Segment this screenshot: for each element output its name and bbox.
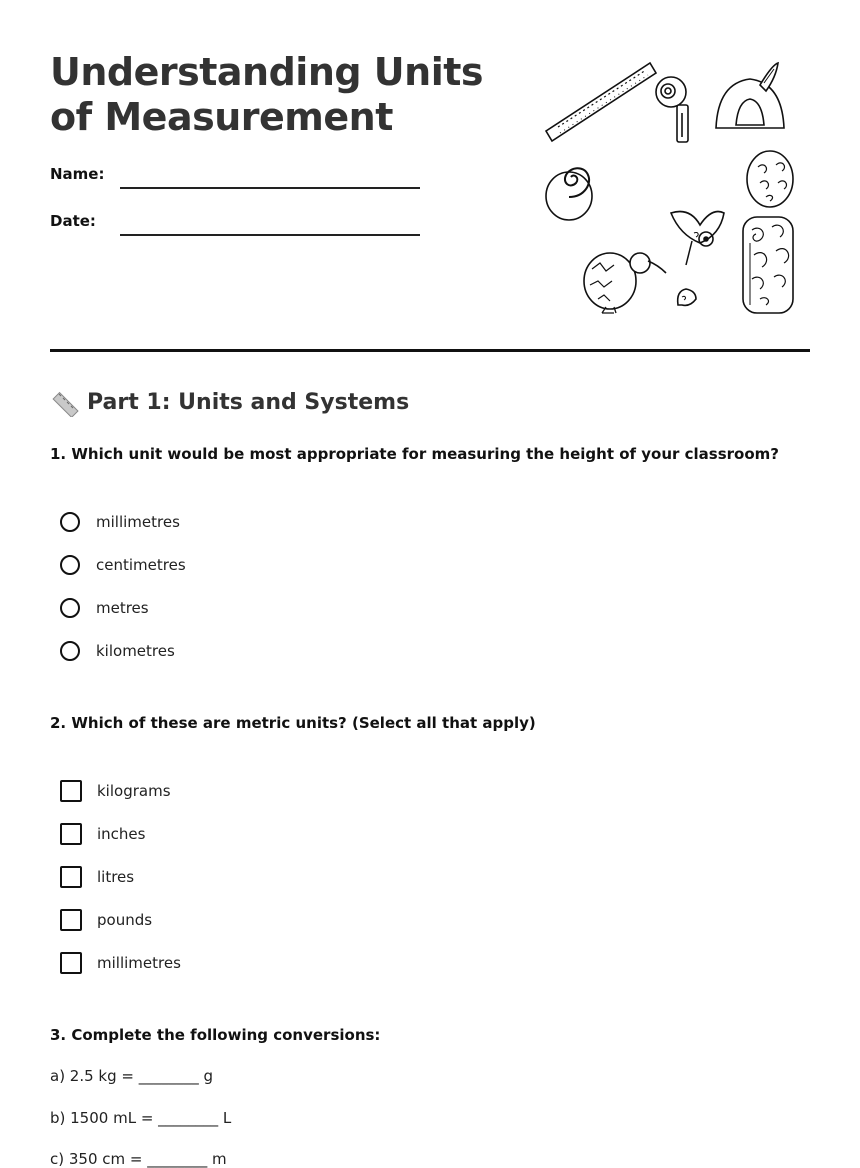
q1-option-kilometres[interactable] [60,638,175,664]
name-input-line[interactable] [120,187,420,189]
q1-option-millimetres[interactable] [60,509,180,535]
q2-option-litres[interactable] [60,864,134,890]
option-label: metres [96,599,149,617]
q2-option-inches[interactable] [60,821,145,847]
checkbox[interactable] [60,780,82,802]
option-label: litres [97,868,135,886]
q2-option-kilograms[interactable] [60,778,171,804]
option-label: centimetres [96,556,186,574]
option-label: kilograms [97,782,171,800]
carved-oval-illustration [747,151,793,207]
option-label: millimetres [96,513,180,531]
radio-button[interactable] [60,512,80,532]
q1-option-centimetres[interactable] [60,552,186,578]
radio-button[interactable] [60,598,80,618]
ruler-icon [50,388,79,417]
ruler-illustration [546,63,656,141]
pin-illustration [656,77,688,142]
kiwi-bird-illustration [584,253,666,313]
conversion-c[interactable]: c) 350 cm = ________ m [50,1150,227,1168]
carved-tiki-illustration [743,217,793,313]
question-3: 3. Complete the following conversions: [50,1026,381,1044]
conversion-b[interactable]: b) 1500 mL = ________ L [50,1109,232,1127]
worksheet-title: Understanding Units of Measurement [50,50,484,139]
checkbox[interactable] [60,823,82,845]
q2-option-pounds[interactable] [60,907,152,933]
checkbox[interactable] [60,952,82,974]
conversion-a[interactable]: a) 2.5 kg = ________ g [50,1067,214,1085]
measurement-clipart [540,55,810,320]
date-label: Date: [50,212,96,230]
bird-head-illustration [671,212,724,266]
checkbox[interactable] [60,909,82,931]
radio-button[interactable] [60,641,80,661]
egg-illustration [678,289,696,305]
protractor-illustration [716,63,784,128]
section-heading-text: Part 1: Units and Systems [87,390,410,415]
spiral-illustration [546,168,592,220]
header-divider [50,349,810,352]
option-label: millimetres [97,954,181,972]
question-2: 2. Which of these are metric units? (Select all that apply) [50,714,536,732]
q1-option-metres[interactable] [60,595,149,621]
option-label: inches [97,825,146,843]
checkbox[interactable] [60,866,82,888]
section-heading-part1 [50,388,409,417]
date-input-line[interactable] [120,234,420,236]
question-1: 1. Which unit would be most appropriate for measuring the height of your classroom? [50,445,779,463]
option-label: kilometres [96,642,175,660]
name-label: Name: [50,165,105,183]
radio-button[interactable] [60,555,80,575]
q2-option-millimetres[interactable] [60,950,181,976]
option-label: pounds [97,911,153,929]
